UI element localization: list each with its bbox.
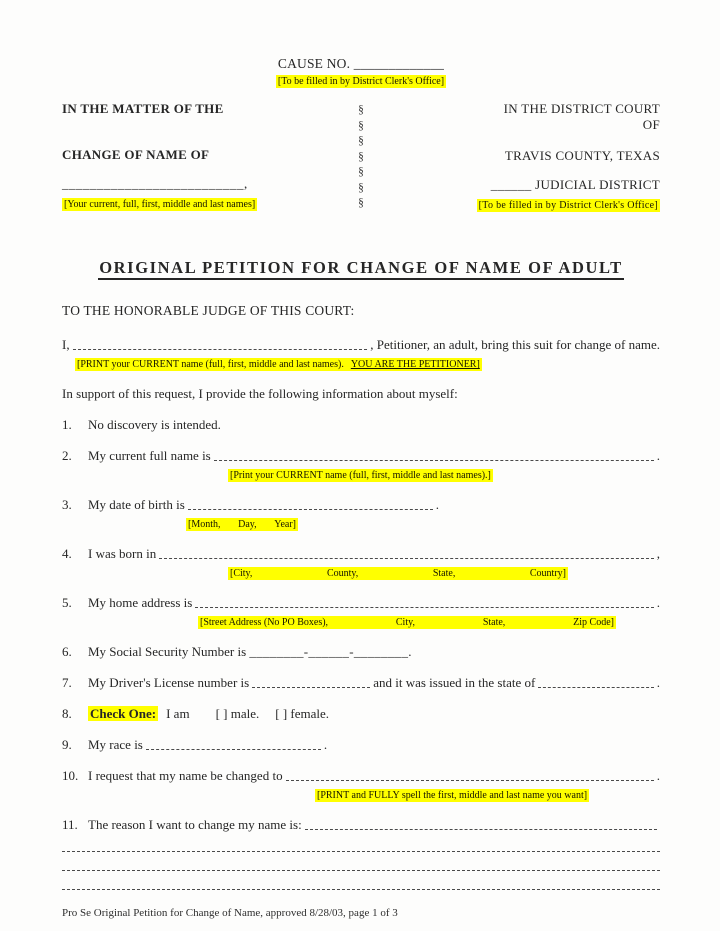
item-number: 3. (62, 497, 72, 512)
court-caption-block (62, 101, 660, 212)
hint-city: City, (395, 617, 415, 628)
item-number: 10. (62, 768, 79, 783)
section-symbol: § (358, 197, 364, 209)
judicial-district-clerk-hint: [To be filled in by District Clerk's Office] (478, 200, 658, 211)
hint-country: Country] (529, 568, 566, 579)
page-title: ORIGINAL PETITION FOR CHANGE OF NAME OF ADULT (98, 258, 624, 280)
line-punct: . (656, 448, 660, 463)
you-are-petitioner-hint: YOU ARE THE PETITIONER] (350, 359, 480, 370)
item-4-birthplace (62, 546, 660, 580)
salutation-line: TO THE HONORABLE JUDGE OF THIS COURT: (62, 303, 355, 318)
hint-year: Year] (274, 519, 296, 530)
petitioner-name-blank: __________________________, (62, 176, 248, 191)
intro-sentence (62, 337, 660, 353)
item-2-current-name (62, 448, 660, 482)
caption-right-column (384, 101, 660, 212)
reason-blank-line-3 (62, 852, 660, 871)
check-one-highlight: Check One: (90, 706, 157, 721)
caption-left-column (62, 101, 338, 212)
ssn-label: My Social Security Number is (88, 644, 247, 659)
caption-matter-line: IN THE MATTER OF THE (62, 101, 224, 116)
item-text: No discovery is intended. (88, 417, 221, 432)
line-punct: . (656, 768, 660, 783)
item-8-sex-check-one (62, 706, 660, 722)
license-number-blank (252, 687, 370, 688)
line-punct: . (656, 675, 660, 690)
current-full-name-blank (214, 460, 654, 461)
race-label: My race is (88, 737, 143, 752)
item-6-ssn (62, 644, 660, 660)
address-format-hint (198, 616, 616, 629)
intro-name-hint (75, 358, 482, 371)
male-checkbox-option: [ ] male. (215, 706, 260, 721)
date-of-birth-label: My date of birth is (88, 497, 185, 512)
hint-state: State, (482, 617, 506, 628)
item-number: 9. (62, 737, 72, 752)
section-symbol: § (358, 181, 364, 194)
name-change-request-label: I request that my name be changed to (88, 768, 283, 783)
section-symbol: § (358, 135, 364, 147)
hint-state: State, (432, 568, 456, 579)
item-5-home-address (62, 595, 660, 629)
reason-blank-line-4 (62, 871, 660, 890)
item-number: 4. (62, 546, 72, 561)
female-checkbox-option: [ ] female. (275, 706, 330, 721)
page-footer: Pro Se Original Petition for Change of Name, approved 8/28/03, page 1 of 3 (62, 907, 398, 919)
license-state-label: and it was issued in the state of (373, 675, 536, 690)
hint-month: [Month, (188, 519, 221, 530)
new-name-blank (286, 780, 654, 781)
county-line: TRAVIS COUNTY, TEXAS (504, 148, 660, 163)
caption-change-of-name-line: CHANGE OF NAME OF (62, 147, 210, 162)
item-number: 2. (62, 448, 72, 463)
reason-label: The reason I want to change my name is: (88, 817, 302, 832)
section-symbols-column (338, 101, 384, 212)
item-11-reason (62, 817, 660, 833)
item-7-drivers-license (62, 675, 660, 691)
section-symbol: § (358, 166, 364, 178)
current-name-blank (73, 349, 368, 350)
hint-city: [City, (230, 568, 253, 579)
current-full-name-label: My current full name is (88, 448, 211, 463)
support-statement: In support of this request, I provide the following information about myself: (62, 386, 458, 401)
birthplace-blank (159, 558, 654, 559)
hint-day: Day, (238, 519, 257, 530)
line-punct: , (656, 546, 660, 561)
line-punct: . (656, 595, 660, 610)
item-9-race (62, 737, 660, 753)
intro-prefix: I, (62, 337, 70, 352)
date-of-birth-blank (188, 509, 433, 510)
item-10-new-name (62, 768, 660, 802)
license-number-label: My Driver's License number is (88, 675, 250, 690)
item-number: 7. (62, 675, 72, 690)
i-am-label: I am (166, 706, 190, 721)
reason-blank-line-1 (305, 829, 657, 830)
hint-county: County, (326, 568, 359, 579)
current-name-format-hint: [Print your CURRENT name (full, first, middle and last names).] (230, 470, 491, 481)
hint-zip-code: Zip Code] (573, 617, 614, 628)
item-1-no-discovery (62, 417, 660, 433)
line-punct: . (323, 737, 328, 752)
born-in-label: I was born in (88, 546, 157, 561)
date-format-hint (186, 518, 298, 531)
district-court-line: IN THE DISTRICT COURT (503, 101, 660, 116)
intro-name-hint-text: [PRINT your CURRENT name (full, first, middle and last names). (77, 359, 344, 370)
hint-street-address: [Street Address (No PO Boxes), (200, 617, 329, 628)
item-number: 11. (62, 817, 78, 832)
birthplace-format-hint (228, 567, 568, 580)
race-blank (146, 749, 321, 750)
judicial-district-line: ______ JUDICIAL DISTRICT (490, 177, 660, 192)
district-court-of-line: OF (642, 117, 660, 132)
new-name-format-hint: [PRINT and FULLY spell the first, middle and last name you want] (317, 790, 588, 801)
item-number: 8. (62, 706, 72, 721)
ssn-blanks: ________-______-________. (249, 644, 412, 659)
reason-blank-line-2 (62, 833, 660, 852)
item-number: 6. (62, 644, 72, 659)
section-symbol: § (358, 104, 364, 116)
item-number: 5. (62, 595, 72, 610)
section-symbol: § (358, 119, 364, 132)
line-punct: . (435, 497, 440, 512)
home-address-blank (195, 607, 653, 608)
section-symbol: § (358, 150, 364, 163)
cause-number-line: CAUSE NO. _____________ (277, 56, 445, 71)
license-state-blank (538, 687, 653, 688)
home-address-label: My home address is (88, 595, 193, 610)
item-number: 1. (62, 417, 72, 432)
intro-suffix: , Petitioner, an adult, bring this suit for change of name. (370, 337, 660, 352)
petitioner-name-hint: [Your current, full, first, middle and last names] (64, 199, 256, 210)
cause-number-clerk-hint: [To be filled in by District Clerk's Office] (277, 76, 445, 87)
item-3-date-of-birth (62, 497, 660, 531)
